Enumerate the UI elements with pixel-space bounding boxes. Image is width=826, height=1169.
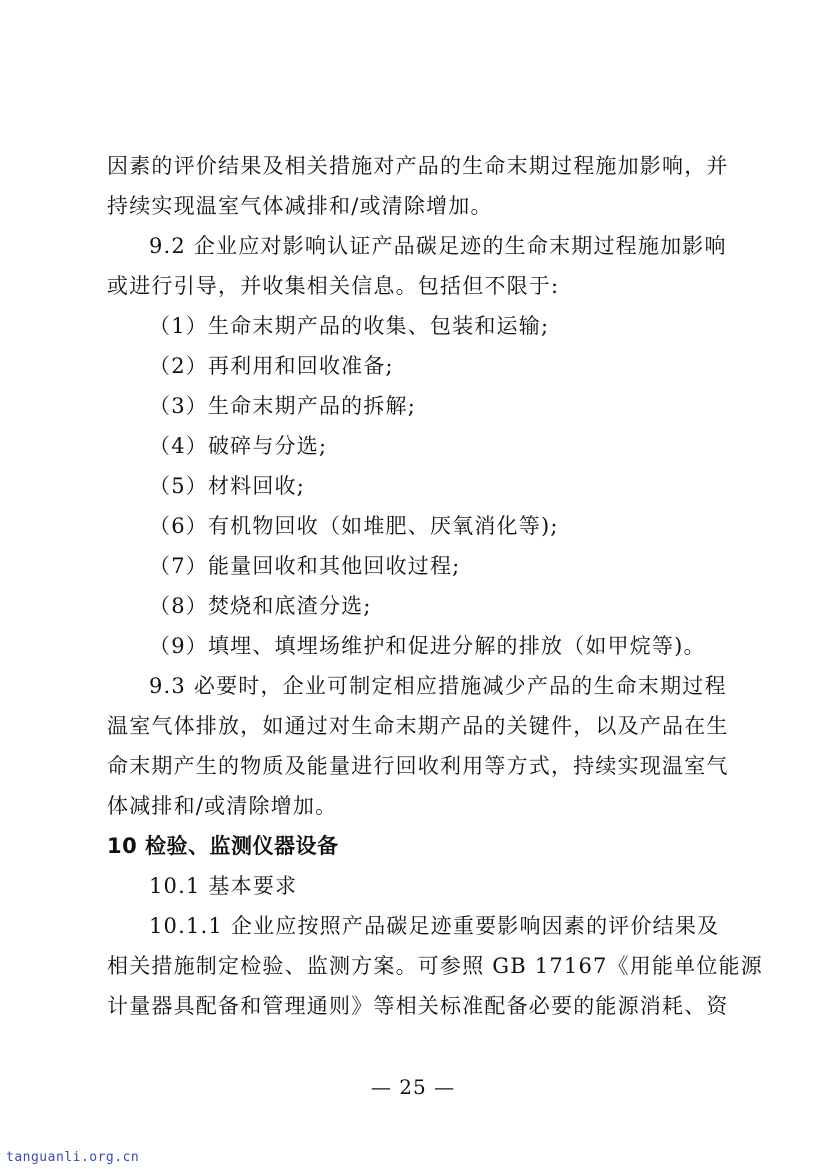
list-item: （3）生命末期产品的拆解; bbox=[149, 394, 417, 418]
section-heading: 10 检验、监测仪器设备 bbox=[107, 834, 339, 858]
list-item: （8）焚烧和底渣分选; bbox=[149, 594, 372, 618]
paragraph-line: 9.3 必要时，企业可制定相应措施减少产品的生命末期过程 bbox=[149, 674, 727, 698]
paragraph-line: 因素的评价结果及相关措施对产品的生命末期过程施加影响，并 bbox=[107, 154, 729, 178]
paragraph-line: 10.1.1 企业应按照产品碳足迹重要影响因素的评价结果及 bbox=[149, 914, 720, 938]
subsection-heading: 10.1 基本要求 bbox=[149, 874, 298, 898]
list-item: （5）材料回收; bbox=[149, 474, 306, 498]
page-number: — 25 — bbox=[370, 1075, 456, 1099]
list-item: （7）能量回收和其他回收过程; bbox=[149, 554, 461, 578]
list-item: （4）破碎与分选; bbox=[149, 434, 328, 458]
paragraph-line: 计量器具配备和管理通则》等相关标准配备必要的能源消耗、资 bbox=[107, 994, 729, 1018]
paragraph-line: 命末期产生的物质及能量进行回收利用等方式，持续实现温室气 bbox=[107, 754, 729, 778]
list-item: （1）生命末期产品的收集、包装和运输; bbox=[149, 314, 550, 338]
paragraph-line: 相关措施制定检验、监测方案。可参照 GB 17167《用能单位能源 bbox=[107, 954, 763, 978]
list-item: （6）有机物回收（如堆肥、厌氧消化等); bbox=[149, 514, 559, 538]
list-item: （9）填埋、填埋场维护和促进分解的排放（如甲烷等)。 bbox=[149, 634, 706, 658]
watermark-url: tanguanli.org.cn bbox=[6, 1150, 140, 1165]
paragraph-line: 温室气体排放，如通过对生命末期产品的关键件，以及产品在生 bbox=[107, 714, 729, 738]
list-item: （2）再利用和回收准备; bbox=[149, 354, 394, 378]
paragraph-line: 9.2 企业应对影响认证产品碳足迹的生命末期过程施加影响 bbox=[149, 234, 727, 258]
paragraph-line: 体减排和/或清除增加。 bbox=[107, 794, 338, 818]
paragraph-line: 或进行引导，并收集相关信息。包括但不限于: bbox=[107, 274, 560, 298]
paragraph-line: 持续实现温室气体减排和/或清除增加。 bbox=[107, 194, 493, 218]
